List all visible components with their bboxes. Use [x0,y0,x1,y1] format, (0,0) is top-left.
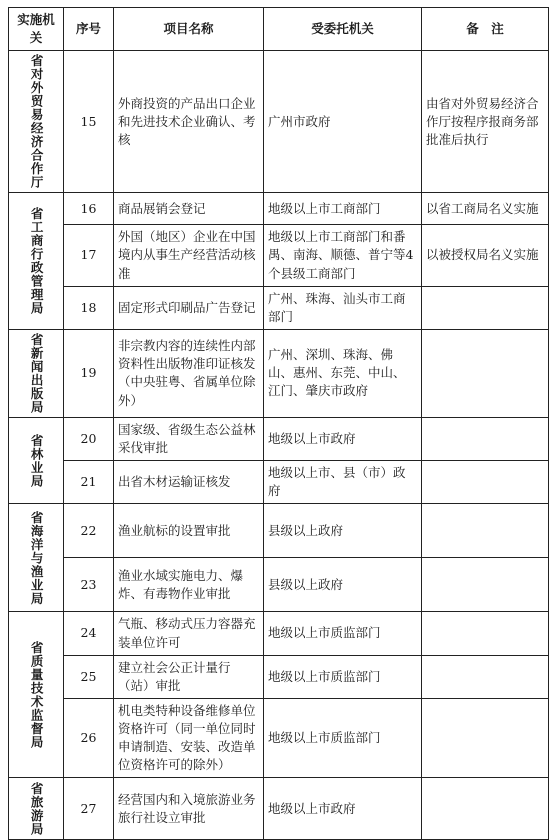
entrusted-cell: 地级以上市政府 [264,778,422,840]
item-cell: 建立社会公正计量行（站）审批 [114,655,264,698]
item-cell: 机电类特种设备维修单位资格许可（同一单位同时申请制造、安装、改造单位资格许可的除外） [114,698,264,778]
agency-cell: 省工商行政管理局 [9,193,64,330]
agency-cell: 省海洋与渔业局 [9,504,64,612]
table-row [9,225,549,286]
entrusted-cell: 地级以上市质监部门 [264,612,422,655]
item-cell: 商品展销会登记 [114,193,264,225]
remark-cell [422,286,549,329]
remark-cell: 以省工商局名义实施 [422,193,549,225]
agency-cell: 省林业局 [9,417,64,504]
table-row [9,286,549,329]
seq-cell: 19 [64,329,114,417]
remark-cell [422,504,549,558]
item-cell: 国家级、省级生态公益林采伐审批 [114,417,264,460]
item-cell: 渔业水域实施电力、爆炸、有毒物作业审批 [114,558,264,612]
seq-cell: 25 [64,655,114,698]
seq-cell: 23 [64,558,114,612]
entrusted-cell: 广州、深圳、珠海、佛山、惠州、东莞、中山、江门、肇庆市政府 [264,329,422,417]
table-row [9,612,549,655]
remark-cell [422,698,549,778]
remark-cell [422,329,549,417]
header-entrusted: 受委托机关 [264,8,422,51]
header-item: 项目名称 [114,8,264,51]
entrusted-cell: 地级以上市工商部门和番禺、南海、顺德、普宁等4个县级工商部门 [264,225,422,286]
table-row [9,51,549,193]
header-seq: 序号 [64,8,114,51]
seq-cell: 20 [64,417,114,460]
table-body [9,51,549,840]
seq-cell: 16 [64,193,114,225]
seq-cell: 27 [64,778,114,840]
seq-cell: 15 [64,51,114,193]
table-row [9,193,549,225]
table-row [9,417,549,460]
agency-cell: 省旅游局 [9,778,64,840]
item-cell: 渔业航标的设置审批 [114,504,264,558]
remark-cell [422,612,549,655]
item-cell: 非宗教内容的连续性内部资料性出版物准印证核发（中央驻粤、省属单位除外） [114,329,264,417]
header-remark: 备 注 [422,8,549,51]
remark-cell [422,655,549,698]
seq-cell: 26 [64,698,114,778]
agency-cell: 省对外贸易经济合作厅 [9,51,64,193]
remark-cell [422,558,549,612]
seq-cell: 17 [64,225,114,286]
entrusted-cell: 地级以上市质监部门 [264,698,422,778]
delegation-table [8,7,549,840]
seq-cell: 18 [64,286,114,329]
seq-cell: 21 [64,461,114,504]
table-row [9,558,549,612]
entrusted-cell: 地级以上市政府 [264,417,422,460]
table-row [9,778,549,840]
entrusted-cell: 广州、珠海、汕头市工商部门 [264,286,422,329]
entrusted-cell: 地级以上市工商部门 [264,193,422,225]
header-agency: 实施机关 [9,8,64,51]
remark-cell: 由省对外贸易经济合作厅按程序报商务部批准后执行 [422,51,549,193]
seq-cell: 24 [64,612,114,655]
table-row [9,655,549,698]
agency-cell: 省质量技术监督局 [9,612,64,778]
remark-cell: 以被授权局名义实施 [422,225,549,286]
item-cell: 固定形式印刷品广告登记 [114,286,264,329]
item-cell: 出省木材运输证核发 [114,461,264,504]
entrusted-cell: 广州市政府 [264,51,422,193]
remark-cell [422,417,549,460]
entrusted-cell: 县级以上政府 [264,558,422,612]
table-row [9,329,549,417]
entrusted-cell: 地级以上市质监部门 [264,655,422,698]
table-row [9,504,549,558]
item-cell: 气瓶、移动式压力容器充装单位许可 [114,612,264,655]
table-row [9,698,549,778]
entrusted-cell: 县级以上政府 [264,504,422,558]
item-cell: 外商投资的产品出口企业和先进技术企业确认、考核 [114,51,264,193]
header-row [9,8,549,51]
remark-cell [422,461,549,504]
table-row [9,461,549,504]
seq-cell: 22 [64,504,114,558]
agency-cell: 省新闻出版局 [9,329,64,417]
item-cell: 经营国内和入境旅游业务旅行社设立审批 [114,778,264,840]
entrusted-cell: 地级以上市、县（市）政府 [264,461,422,504]
remark-cell [422,778,549,840]
item-cell: 外国（地区）企业在中国境内从事生产经营活动核准 [114,225,264,286]
